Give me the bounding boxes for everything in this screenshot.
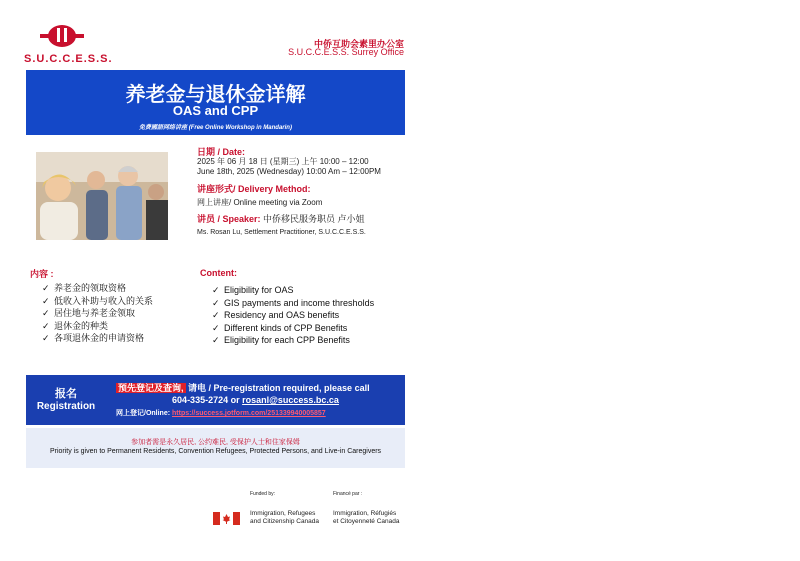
preregistration-line — [116, 381, 370, 394]
delivery-method-label: 讲座形式/ Delivery Method: — [197, 184, 311, 194]
department-name-fr: Immigration, Réfugiés et Citoyenneté Canada — [333, 510, 400, 525]
speaker-line — [197, 212, 365, 225]
date-cn: 2025 年 06 月 18 日 (星期三) 上午 10:00 – 12:00 — [197, 157, 369, 166]
brand-name: S.U.C.C.E.S.S. — [24, 53, 113, 65]
priority-cn: 参加者需是永久居民, 公约难民, 受保护人士和住家保姆 — [131, 439, 300, 446]
preregistration-highlight: 预先登记及查询, — [118, 383, 184, 393]
check-icon: ✓ — [212, 285, 220, 295]
check-icon: ✓ — [212, 335, 220, 345]
check-icon: ✓ — [212, 310, 220, 320]
online-registration-link[interactable]: https://success.jotform.com/251339940005857 — [172, 410, 326, 417]
title-banner — [26, 70, 405, 135]
list-item: ✓ Residency and OAS benefits — [212, 310, 340, 320]
department-name-en: Immigration, Refugees and Citizenship Canada — [250, 510, 320, 525]
check-icon: ✓ — [42, 333, 50, 343]
list-item: ✓ Eligibility for each CPP Benefits — [212, 335, 350, 345]
registration-info-box — [106, 375, 405, 425]
workshop-photo — [36, 152, 168, 240]
list-item: ✓ 低收入补助与收入的关系 — [42, 295, 154, 306]
date-en: June 18th, 2025 (Wednesday) 10:00 Am – 12:00PM — [197, 167, 381, 176]
list-item: ✓ Different kinds of CPP Benefits — [212, 322, 348, 333]
delivery-method-value: 网上讲座/ Online meeting via Zoom — [197, 198, 323, 207]
online-registration-line — [116, 408, 326, 418]
phone-number: 604-335-2724 or — [172, 395, 243, 405]
title-en: OAS and CPP — [172, 103, 259, 118]
priority-en: Priority is given to Permanent Residents, Convention Refugees, Protected Persons, and Live-in Caregivers — [49, 448, 382, 455]
email-link[interactable]: rosanl@success.bc.ca — [242, 395, 339, 405]
speaker-cn: 中侨移民服务职员 卢小姐 — [263, 214, 365, 224]
list-item: ✓ 居住地与养老金领取 — [42, 308, 136, 318]
online-label: 网上登记/Online: — [116, 410, 172, 417]
registration-label-cn: 报名 — [55, 388, 77, 400]
finance-par-label: Financé par : — [333, 491, 363, 497]
check-icon: ✓ — [42, 308, 50, 318]
check-icon: ✓ — [42, 320, 50, 331]
content-cn-list — [42, 282, 153, 345]
list-item: ✓ 退休金的种类 — [42, 320, 109, 331]
canada-flag-icon — [213, 512, 240, 525]
list-item: ✓ 养老金的领取资格 — [42, 283, 127, 293]
contact-line — [106, 395, 405, 405]
registration-label-en: Registration — [36, 401, 96, 412]
check-icon: ✓ — [212, 297, 220, 308]
title-cn: 养老金与退休金详解 — [125, 84, 306, 106]
check-icon: ✓ — [42, 283, 50, 293]
funded-by-label: Funded by: — [250, 491, 276, 497]
workshop-subtitle: 免费國語网络讲座 (Free Online Workshop in Mandarin) — [139, 125, 292, 131]
content-cn-heading: 内容 : — [30, 269, 54, 279]
preregistration-text: 请电 / Pre-registration required, please call — [185, 383, 370, 393]
speaker-en: Ms. Rosan Lu, Settlement Practitioner, S.U.C.C.E.S.S. — [197, 229, 366, 236]
list-item: ✓ Eligibility for OAS — [212, 285, 294, 295]
registration-label-box — [26, 375, 106, 425]
date-label: 日期 / Date: — [197, 147, 246, 157]
list-item: ✓ 各项退休金的申请资格 — [42, 333, 145, 343]
content-en-heading: Content: — [200, 268, 237, 278]
priority-notice — [26, 428, 405, 468]
list-item: ✓ GIS payments and income thresholds — [212, 297, 375, 308]
check-icon: ✓ — [42, 295, 50, 306]
speaker-label: 讲员 / Speaker: — [197, 214, 261, 224]
office-name-en: S.U.C.C.E.S.S. Surrey Office — [288, 47, 404, 57]
content-en-list — [212, 284, 374, 347]
check-icon: ✓ — [212, 322, 220, 333]
office-name-cn: 中侨互助会素里办公室 — [313, 39, 404, 49]
